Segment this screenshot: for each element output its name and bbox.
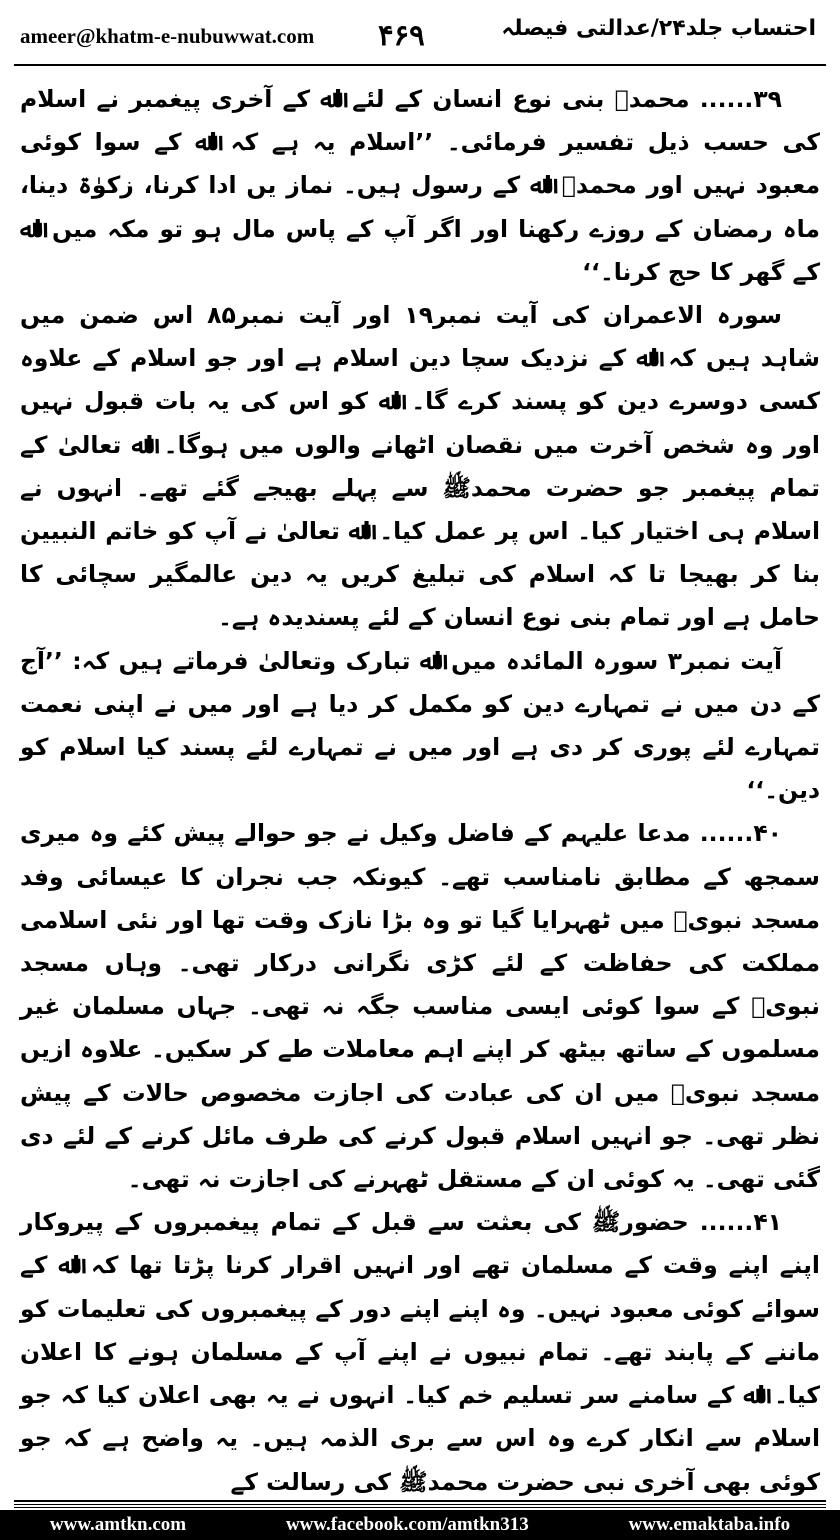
header-email: ameer@khatm-e-nubuwwat.com <box>20 24 315 48</box>
header-divider <box>14 64 826 66</box>
footer-link-facebook[interactable]: www.facebook.com/amtkn313 <box>285 1514 529 1535</box>
paragraph-surah-al-maidah: آیت نمبر۳ سورہ المائدہ میں اﷲ تبارک وتعالیٰ فرماتے ہیں کہ: ’’آج کے دن میں نے تمہارے دین کو مکمل کر دیا ہے اور میں نے اپنی نعمت تمہارے لئے پوری کر دی ہے اور میں نے تمہارے لئے پسند کیا اسلام کو دین۔‘‘ <box>20 646 820 805</box>
paragraph-41: ۴۱...... حضورﷺ کی بعثت سے قبل کے تمام پیغمبروں کے پیروکار اپنے اپنے وقت کے مسلمان تھے اور انہیں اقرار کرنا پڑتا تھا کہ اﷲ کے سوائے کوئی معبود نہیں۔ وہ اپنے اپنے دور کے پیغمبروں کی تعلیمات کو ماننے کے پابند تھے۔ تمام نبیوں نے اپنے آپ کے مسلمان ہونے کا اعلان کیا۔ اﷲ کے سامنے سر تسلیم خم کیا۔ انہوں نے یہ بھی اعلان کیا کہ جو اسلام سے انکار کرے وہ اس سے بری الذمہ ہیں۔ یہ واضح ہے کہ جو کوئی بھی آخری نبی حضرت محمدﷺ کی رسالت کے <box>20 1208 820 1496</box>
page-footer <box>0 1510 840 1540</box>
paragraph-39: ۳۹...... محمدﷺ بنی نوع انسان کے لئے اﷲ کے آخری پیغمبر نے اسلام کی حسب ذیل تفسیر فرمائی۔ ’’اسلام یہ ہے کہ اﷲ کے سوا کوئی معبود نہیں اور محمدؐ اﷲ کے رسول ہیں۔ نماز یں ادا کرنا، زکوٰۃ دینا، ماہ رمضان کے روزے رکھنا اور اگر آپ کے پاس مال ہو تو مکہ میں اﷲ کے گھر کا حج کرنا۔‘‘ <box>20 85 820 286</box>
page-number: ۴۶۹ <box>378 20 425 52</box>
footer-link-amtkn[interactable]: www.amtkn.com <box>49 1514 187 1535</box>
page-header <box>0 0 840 70</box>
page-body <box>20 78 820 1496</box>
book-title: احتساب جلد۲۴/عدالتی فیصلہ <box>501 16 816 41</box>
paragraph-40: ۴۰...... مدعا علیہم کے فاضل وکیل نے جو حوالے پیش کئے وہ میری سمجھ کے مطابق نامناسب تھے۔ کیونکہ جب نجران کا عیسائی وفد مسجد نبویؐ میں ٹھہرایا گیا تو وہ بڑا نازک وقت تھا اور نئی اسلامی مملکت کی حفاظت کے لئے کڑی نگرانی درکار تھی۔ وہاں مسجد نبویؐ کے سوا کوئی ایسی مناسب جگہ نہ تھی۔ جہاں مسلمان غیر مسلموں کے ساتھ بیٹھ کر اپنے اہم معاملات طے کر سکیں۔ علاوہ ازیں مسجد نبویؐ میں ان کی عبادت کی اجازت مخصوص حالات کے پیش نظر تھی۔ جو انہیں اسلام قبول کرنے کی طرف مائل کرنے کے لئے دی گئی تھی۔ یہ کوئی ان کے مستقل ٹھہرنے کی اجازت نہ تھی۔ <box>20 819 820 1194</box>
footer-link-emaktaba[interactable]: www.emaktaba.info <box>628 1514 791 1535</box>
footer-divider <box>14 1500 826 1508</box>
paragraph-surah-al-imran: سورہ الاعمران کی آیت نمبر۱۹ اور آیت نمبر۸۵ اس ضمن میں شاہد ہیں کہ اﷲ کے نزدیک سچا دین اسلام ہے اور جو اسلام کے علاوہ کسی دوسرے دین کو پسند کرے گا۔ اﷲ کو اس کی یہ بات قبول نہیں اور وہ شخص آخرت میں نقصان اٹھانے والوں میں ہوگا۔ اﷲ تعالیٰ کے تمام پیغمبر جو حضرت محمدﷺ سے پہلے بھیجے گئے تھے۔ انہوں نے اسلام ہی اختیار کیا۔ اس پر عمل کیا۔ اﷲ تعالیٰ نے آپ کو خاتم النبیین بنا کر بھیجا تا کہ اسلام کی تبلیغ کریں یہ دین عالمگیر سچائی کا حامل ہے اور تمام بنی نوع انسان کے لئے پسندیدہ ہے۔ <box>20 301 820 632</box>
